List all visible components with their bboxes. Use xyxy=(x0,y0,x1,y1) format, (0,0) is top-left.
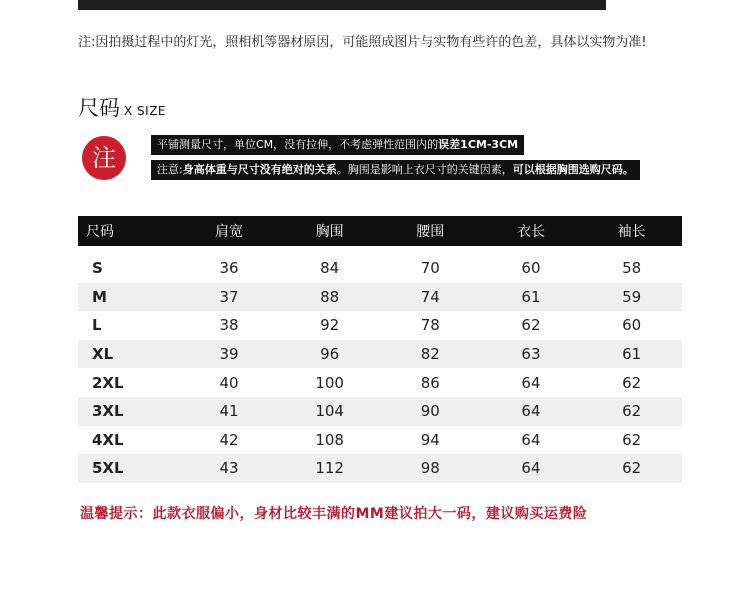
cell-sleeve: 62 xyxy=(581,454,682,483)
header-waist: 腰围 xyxy=(380,216,481,246)
advice-prefix: 注意: xyxy=(157,163,183,176)
table-header-row xyxy=(78,216,682,246)
header-size: 尺码 xyxy=(78,216,179,246)
cell-chest: 100 xyxy=(315,373,344,392)
note-badge: 注 xyxy=(82,136,126,180)
cell-shoulder: 42 xyxy=(219,430,239,449)
cell-waist: 90 xyxy=(380,397,481,426)
advice-middle: 。胸围是影响上衣尺寸的关键因素， xyxy=(336,163,513,176)
advice-bold-1: 身高体重与尺寸没有绝对的关系 xyxy=(182,163,337,176)
color-disclaimer: 注:因拍摄过程中的灯光，照相机等器材原因，可能照成图片与实物有些许的色差，具体以实物为准! xyxy=(78,35,647,50)
cell-waist: 82 xyxy=(380,340,481,369)
warm-tip: 温馨提示：此款衣服偏小，身材比较丰满的MM建议拍大一码，建议购买运费险 xyxy=(80,506,588,522)
cell-chest: 84 xyxy=(320,259,340,278)
cell-size: XL xyxy=(78,340,179,369)
cell-chest: 108 xyxy=(315,430,344,449)
cell-size: M xyxy=(78,283,179,312)
cell-chest: 88 xyxy=(279,283,380,312)
cell-waist: 74 xyxy=(380,283,481,312)
table-row xyxy=(78,368,682,397)
advice-bold-2: 可以根据胸围选购尺码。 xyxy=(512,163,634,176)
header-chest: 胸围 xyxy=(279,216,380,246)
cell-chest: 104 xyxy=(279,397,380,426)
cell-waist: 78 xyxy=(420,316,440,335)
cell-shoulder: 38 xyxy=(219,316,239,335)
cell-waist: 94 xyxy=(420,430,440,449)
cell-size: 2XL xyxy=(92,373,124,392)
cell-shoulder: 43 xyxy=(179,454,280,483)
cell-shoulder: 41 xyxy=(179,397,280,426)
cell-shoulder: 37 xyxy=(179,283,280,312)
cell-chest: 92 xyxy=(320,316,340,335)
section-title xyxy=(78,92,166,122)
sizing-advice-note xyxy=(151,160,640,180)
header-length: 衣长 xyxy=(481,216,582,246)
measurement-note-text: 平铺测量尺寸，单位CM，没有拉伸，不考虑弹性范围内的 xyxy=(157,138,439,151)
table-row xyxy=(78,283,682,312)
cell-sleeve: 59 xyxy=(581,283,682,312)
cell-length: 63 xyxy=(481,340,582,369)
table-row xyxy=(78,254,682,283)
table-row xyxy=(78,426,682,455)
cell-size: 5XL xyxy=(78,454,179,483)
size-chart-table xyxy=(78,216,682,483)
cell-sleeve: 61 xyxy=(581,340,682,369)
cell-length: 64 xyxy=(521,373,541,392)
header-sleeve: 袖长 xyxy=(581,216,682,246)
table-row xyxy=(78,397,682,426)
cell-shoulder: 36 xyxy=(219,259,239,278)
cell-length: 62 xyxy=(521,316,541,335)
cell-sleeve: 60 xyxy=(622,316,642,335)
cell-size: 4XL xyxy=(92,430,124,449)
table-row xyxy=(78,311,682,340)
cell-waist: 98 xyxy=(380,454,481,483)
measurement-error-text: 误差1CM-3CM xyxy=(438,138,519,151)
cell-sleeve: 62 xyxy=(622,373,642,392)
section-subtitle: X SIZE xyxy=(124,104,166,118)
header-shoulder: 肩宽 xyxy=(179,216,280,246)
measurement-note xyxy=(151,135,524,155)
cell-size: L xyxy=(92,316,102,335)
product-image-bottom-edge xyxy=(78,0,606,10)
cell-size: 3XL xyxy=(78,397,179,426)
cell-waist: 70 xyxy=(420,259,440,278)
cell-sleeve: 62 xyxy=(622,430,642,449)
cell-sleeve: 58 xyxy=(622,259,642,278)
cell-length: 61 xyxy=(481,283,582,312)
cell-size: S xyxy=(92,259,103,278)
table-row xyxy=(78,454,682,483)
cell-length: 60 xyxy=(521,259,541,278)
cell-chest: 112 xyxy=(279,454,380,483)
cell-length: 64 xyxy=(481,397,582,426)
cell-shoulder: 39 xyxy=(179,340,280,369)
cell-length: 64 xyxy=(521,430,541,449)
cell-length: 64 xyxy=(481,454,582,483)
cell-chest: 96 xyxy=(279,340,380,369)
cell-shoulder: 40 xyxy=(219,373,239,392)
cell-waist: 86 xyxy=(420,373,440,392)
table-row xyxy=(78,340,682,369)
section-title-text: 尺码 xyxy=(78,96,120,120)
cell-sleeve: 62 xyxy=(581,397,682,426)
